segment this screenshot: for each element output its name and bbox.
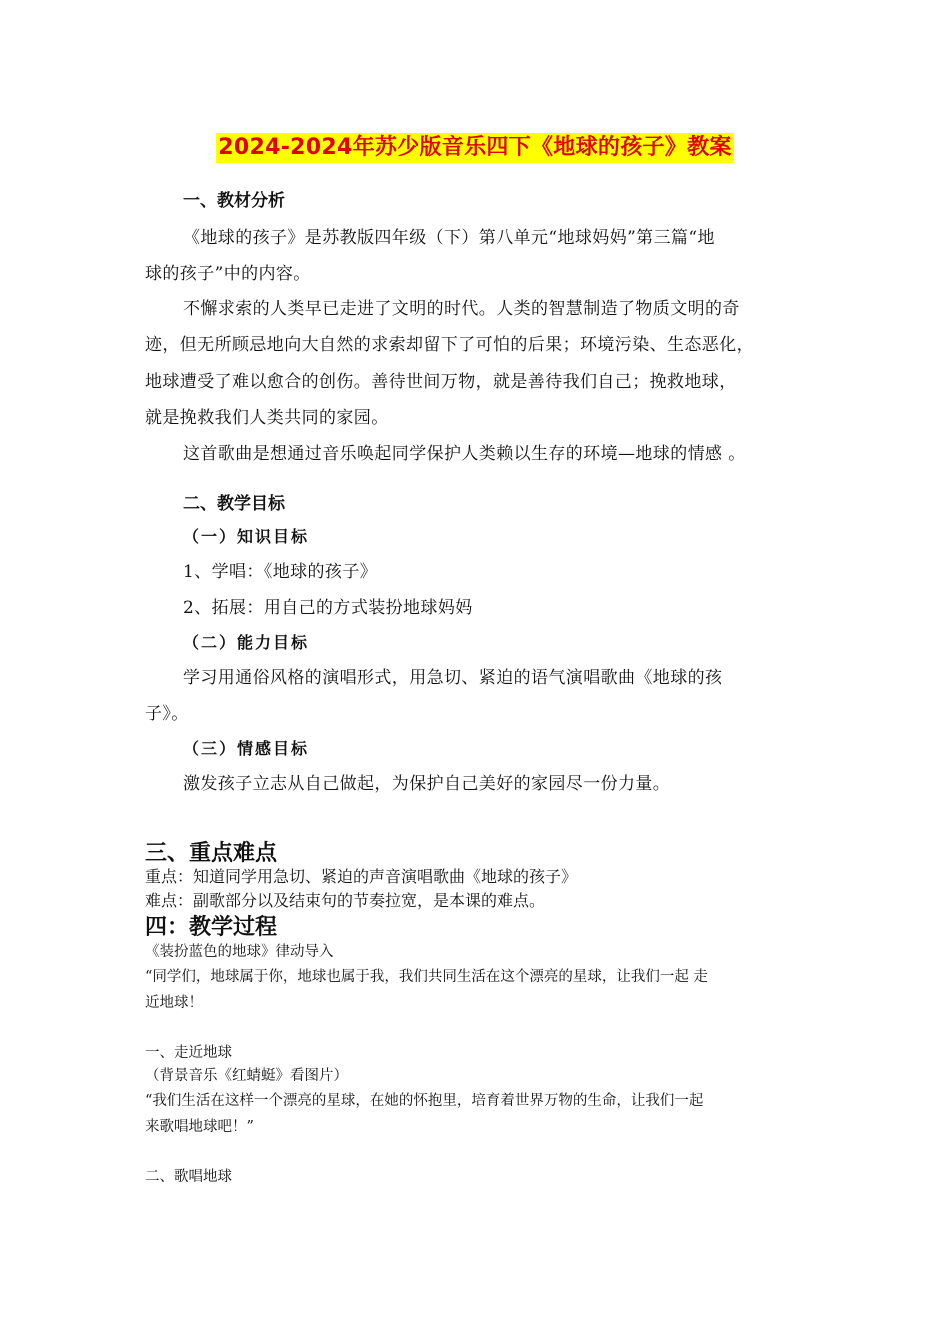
subheading-emotion: （三）情感目标 xyxy=(183,739,310,758)
document-title: 2024-2024年苏少版音乐四下《地球的孩子》教案 xyxy=(216,133,733,163)
subheading-knowledge: （一）知识目标 xyxy=(183,527,310,546)
quote-line: 近地球！ xyxy=(145,995,203,1011)
section-heading-analysis: 一、教材分析 xyxy=(183,191,285,211)
list-item: 1、学唱：《地球的孩子》 xyxy=(183,562,378,582)
paragraph-line: 不懈求索的人类早已走进了文明的时代。人类的智慧制造了物质文明的奇 xyxy=(183,299,740,319)
paragraph-line: 迹，但无所顾忌地向大自然的求索却留下了可怕的后果；环境污染、生态恶化， xyxy=(145,335,754,355)
paragraph-line: 《地球的孩子》是苏教版四年级（下）第八单元“地球妈妈”第三篇“地 xyxy=(183,228,715,248)
section-heading-goals: 二、教学目标 xyxy=(183,494,285,514)
process-step: 一、走近地球 xyxy=(145,1045,232,1061)
subheading-ability: （二）能力目标 xyxy=(183,633,310,652)
paragraph-line: 这首歌曲是想通过音乐唤起同学保护人类赖以生存的环境—地球的情感 。 xyxy=(183,444,746,464)
list-item: 2、拓展：用自己的方式装扮地球妈妈 xyxy=(183,598,473,618)
paragraph-line: 就是挽救我们人类共同的家园。 xyxy=(145,408,389,428)
paragraph-line: 地球遭受了难以愈合的创伤。善待世间万物，就是善待我们自己；挽救地球， xyxy=(145,372,737,392)
process-step: 二、歌唱地球 xyxy=(145,1169,232,1185)
quote-line: “我们生活在这样一个漂亮的星球，在她的怀抱里，培育着世界万物的生命，让我们一起 xyxy=(145,1093,704,1109)
quote-line: 来歌唱地球吧！” xyxy=(145,1119,254,1135)
title-container xyxy=(0,133,950,163)
paragraph-line: 球的孩子”中的内容。 xyxy=(145,264,311,284)
paragraph-line: 学习用通俗风格的演唱形式，用急切、紧迫的语气演唱歌曲《地球的孩 xyxy=(183,668,723,688)
process-intro: 《装扮蓝色的地球》律动导入 xyxy=(145,944,334,960)
difficulty-text: 难点：副歌部分以及结束句的节奏拉宽，是本课的难点。 xyxy=(145,891,546,910)
paragraph-line: 子》。 xyxy=(145,704,189,724)
paragraph-line: 激发孩子立志从自己做起，为保护自己美好的家园尽一份力量。 xyxy=(183,774,671,794)
section-heading-key-points: 三、重点难点 xyxy=(145,841,278,866)
process-step-note: （背景音乐《红蜻蜓》看图片） xyxy=(145,1068,348,1084)
key-point-text: 重点：知道同学用急切、紧迫的声音演唱歌曲《地球的孩子》 xyxy=(145,867,578,886)
section-heading-process: 四：教学过程 xyxy=(145,915,278,940)
quote-line: “同学们，地球属于你，地球也属于我，我们共同生活在这个漂亮的星球，让我们一起 走 xyxy=(145,969,709,985)
